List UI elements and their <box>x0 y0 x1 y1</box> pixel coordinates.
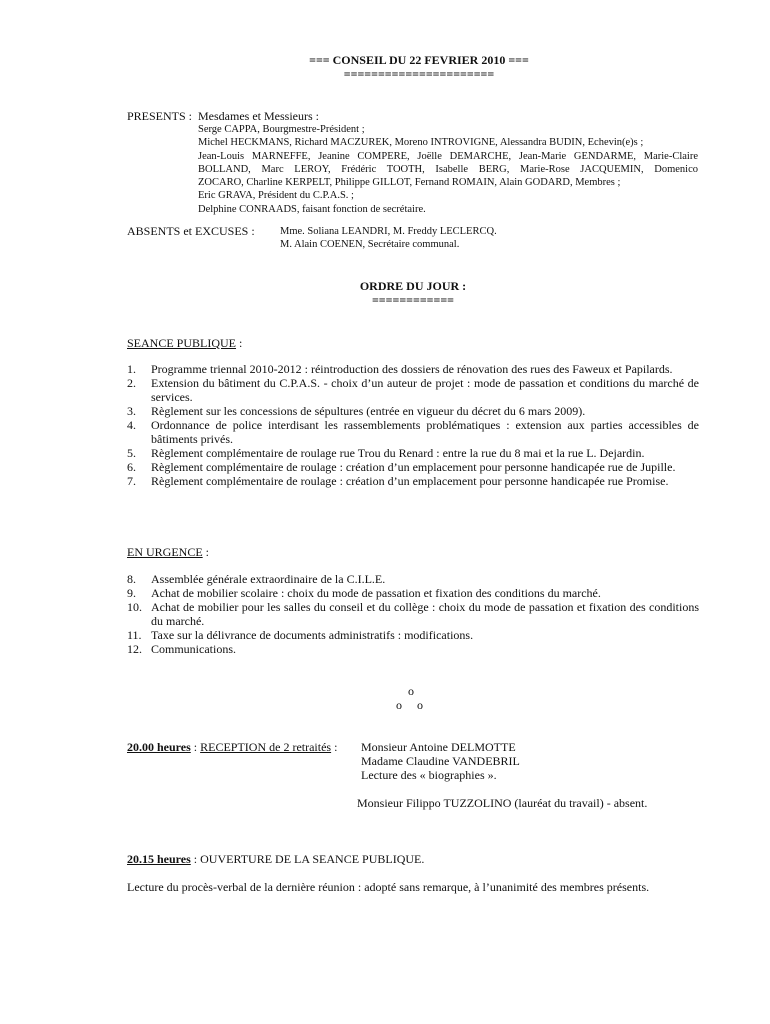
presents-line: BOLLAND, Marc LEROY, Frédéric TOOTH, Isabelle BERG, Marie-Rose JACQUEMIN, Domenico <box>198 163 698 175</box>
title-underline: ====================== <box>343 67 495 81</box>
agenda-item-number: 6. <box>127 460 136 474</box>
reception-sep: : <box>190 740 201 754</box>
agenda-item <box>127 460 699 474</box>
ouverture-time: 20.15 heures <box>127 852 191 866</box>
document-title: === CONSEIL DU 22 FEVRIER 2010 === <box>309 53 529 67</box>
agenda-item <box>127 418 699 446</box>
agenda-item-text: Règlement complémentaire de roulage : création d’un emplacement pour personne handicapée rue Promise. <box>151 474 669 488</box>
agenda-item <box>127 404 699 418</box>
agenda-item-number: 2. <box>127 376 136 390</box>
agenda-item-text: Taxe sur la délivrance de documents administratifs : modifications. <box>151 628 474 642</box>
agenda-item <box>127 600 699 628</box>
agenda-item-text: Communications. <box>151 642 236 656</box>
agenda-item <box>127 586 699 600</box>
seance-publique-suffix: : <box>236 336 243 350</box>
agenda-item-number: 3. <box>127 404 136 418</box>
agenda-item <box>127 474 699 488</box>
agenda-item-number: 12. <box>127 642 142 656</box>
agenda-item-text: Ordonnance de police interdisant les rassemblements problématiques : extension aux parties accessibles de bâtiments privés. <box>151 418 699 446</box>
agenda-item <box>127 446 699 460</box>
agenda-item-text: Règlement sur les concessions de sépultures (entrée en vigueur du décret du 6 mars 2009). <box>151 404 586 418</box>
ordre-title: ORDRE DU JOUR : <box>359 279 467 293</box>
ordre-underline: ============ <box>371 293 455 307</box>
reception-label: RECEPTION de 2 retraités <box>200 740 332 754</box>
lecture-paragraph: Lecture du procès-verbal de la dernière réunion : adopté sans remarque, à l’unanimité des membres présents. <box>127 880 650 894</box>
absents-line: M. Alain COENEN, Secrétaire communal. <box>280 239 460 250</box>
agenda-item-number: 1. <box>127 362 136 376</box>
reception-retiree: Monsieur Antoine DELMOTTE <box>361 740 516 754</box>
agenda-item-text: Règlement complémentaire de roulage rue Trou du Renard : entre la rue du 8 mai et la rue L. Dejardin. <box>151 446 645 460</box>
separator-bottom: o o <box>396 698 423 712</box>
presents-line: Michel HECKMANS, Richard MACZUREK, Moreno INTROVIGNE, Alessandra BUDIN, Echevin(e)s ; <box>198 137 644 149</box>
agenda-item <box>127 376 699 404</box>
presents-line: ZOCARO, Charline KERPELT, Philippe GILLOT, Fernand ROMAIN, Alain GODARD, Membres ; <box>198 177 621 189</box>
reception-note: Lecture des « biographies ». <box>361 768 497 782</box>
presents-label: PRESENTS : <box>127 109 193 123</box>
agenda-item-number: 4. <box>127 418 136 432</box>
absents-line: Mme. Soliana LEANDRI, M. Freddy LECLERCQ. <box>280 226 497 237</box>
en-urgence-list <box>127 572 699 656</box>
agenda-item-number: 11. <box>127 628 142 642</box>
agenda-item <box>127 362 699 376</box>
presents-line: Serge CAPPA, Bourgmestre-Président ; <box>198 124 365 135</box>
en-urgence-label: EN URGENCE <box>127 545 203 559</box>
en-urgence-heading <box>127 545 209 559</box>
agenda-item-text: Programme triennal 2010-2012 : réintroduction des dossiers de rénovation des rues des Faweux et Papilards. <box>151 362 673 376</box>
agenda-item-number: 8. <box>127 572 136 586</box>
absents-label: ABSENTS et EXCUSES : <box>127 224 255 238</box>
agenda-item-number: 9. <box>127 586 136 600</box>
reception-time: 20.00 heures <box>127 740 191 754</box>
agenda-item-number: 7. <box>127 474 136 488</box>
separator-top: o <box>408 684 414 698</box>
agenda-item-text: Assemblée générale extraordinaire de la C.I.L.E. <box>151 572 386 586</box>
ouverture-text: : OUVERTURE DE LA SEANCE PUBLIQUE. <box>190 852 425 866</box>
seance-publique-list <box>127 362 699 488</box>
reception-laureate: Monsieur Filippo TUZZOLINO (lauréat du travail) - absent. <box>357 796 648 810</box>
agenda-item <box>127 628 699 642</box>
reception-colon: : <box>331 740 338 754</box>
en-urgence-suffix: : <box>202 545 210 559</box>
reception-heading <box>127 740 337 754</box>
presents-line: Jean-Louis MARNEFFE, Jeanine COMPERE, Joëlle DEMARCHE, Jean-Marie GENDARME, Marie-Claire <box>198 150 698 162</box>
seance-publique-label: SEANCE PUBLIQUE <box>127 336 237 350</box>
agenda-item-text: Achat de mobilier scolaire : choix du mode de passation et fixation des conditions du marché. <box>151 586 601 600</box>
agenda-item-number: 10. <box>127 600 142 614</box>
agenda-item-text: Achat de mobilier pour les salles du conseil et du collège : choix du mode de passation et fixation des conditions du marché. <box>151 600 699 628</box>
agenda-item <box>127 572 699 586</box>
presents-line: Eric GRAVA, Président du C.P.A.S. ; <box>198 190 354 202</box>
seance-publique-heading <box>127 336 242 350</box>
agenda-item <box>127 642 699 656</box>
reception-retiree: Madame Claudine VANDEBRIL <box>361 754 520 768</box>
agenda-item-text: Extension du bâtiment du C.P.A.S. - choix d’un auteur de projet : mode de passation et conditions du marché de services. <box>151 376 699 404</box>
presents-list <box>198 123 698 216</box>
presents-intro: Mesdames et Messieurs : <box>198 109 319 123</box>
presents-line: Delphine CONRAADS, faisant fonction de secrétaire. <box>198 203 426 215</box>
agenda-item-text: Règlement complémentaire de roulage : création d’un emplacement pour personne handicapée rue de Jupille. <box>151 460 676 474</box>
ouverture-line <box>127 852 424 866</box>
agenda-item-number: 5. <box>127 446 136 460</box>
